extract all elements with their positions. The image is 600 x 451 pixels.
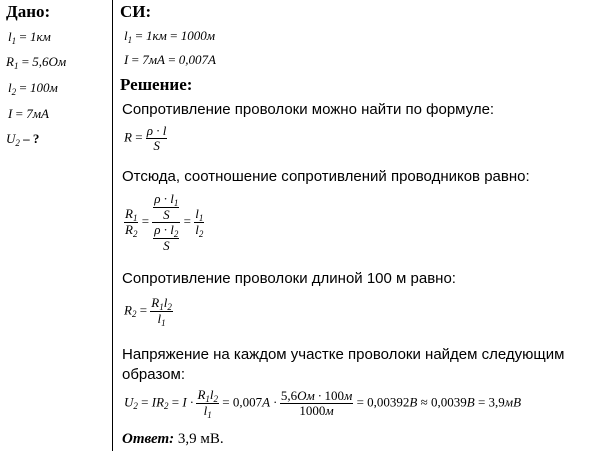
solution-text-3: Сопротивление проволоки длиной 100 м равно:	[122, 270, 456, 287]
divider-line	[112, 0, 113, 451]
formula-3: $R_2$ = $\frac{R_1l_2}{l_1}$	[124, 295, 172, 328]
si-title: СИ:	[120, 2, 152, 21]
solution-text-4b: образом:	[122, 366, 185, 383]
solution-title: Решение:	[120, 75, 193, 94]
formula-4: $U_2 = IR_2 = I$ · $\frac{R_1l_2}{l_1}$ = 0,007А · $\frac{5,6Ом \cdot 100м}{1000м}$ = 0,00392В ≈ 0,0039В = 3,9мВ	[124, 387, 522, 420]
answer-label: Ответ:	[122, 431, 175, 447]
solution-text-2: Отсюда, соотношение сопротивлений проводников равно:	[122, 168, 530, 185]
given-unknown: $U_2$ – ?	[6, 131, 40, 148]
given-item-1: $l_1 = 1км$	[8, 29, 51, 46]
given-item-4: I = 7мА	[8, 106, 49, 121]
answer-value: 3,9 мВ.	[177, 431, 224, 447]
si-item-1: $l_1 = 1км = 1000м$	[124, 28, 215, 45]
formula-1: R = $\frac{\rho \cdot l}{S}$	[124, 123, 167, 153]
si-item-2: I = 7мА = 0,007А	[124, 52, 216, 67]
given-item-3: $l_2 = 100м$	[8, 80, 58, 97]
formula-2: $\frac{R_1}{R_2}$ = $\frac{\frac{\rho \cdot l_1}{S}}{\frac{\rho \cdot l_2}{S}}$ = $\frac{l_1}{l_2}$	[125, 191, 204, 253]
solution-text-4a: Напряжение на каждом участке проволоки найдем следующим	[122, 346, 565, 363]
solution-text-1: Сопротивление проволоки можно найти по формуле:	[122, 101, 495, 118]
given-item-2: $R_1 = 5,6Ом$	[6, 54, 67, 71]
answer-line	[122, 431, 224, 448]
given-title: Дано:	[6, 2, 51, 21]
